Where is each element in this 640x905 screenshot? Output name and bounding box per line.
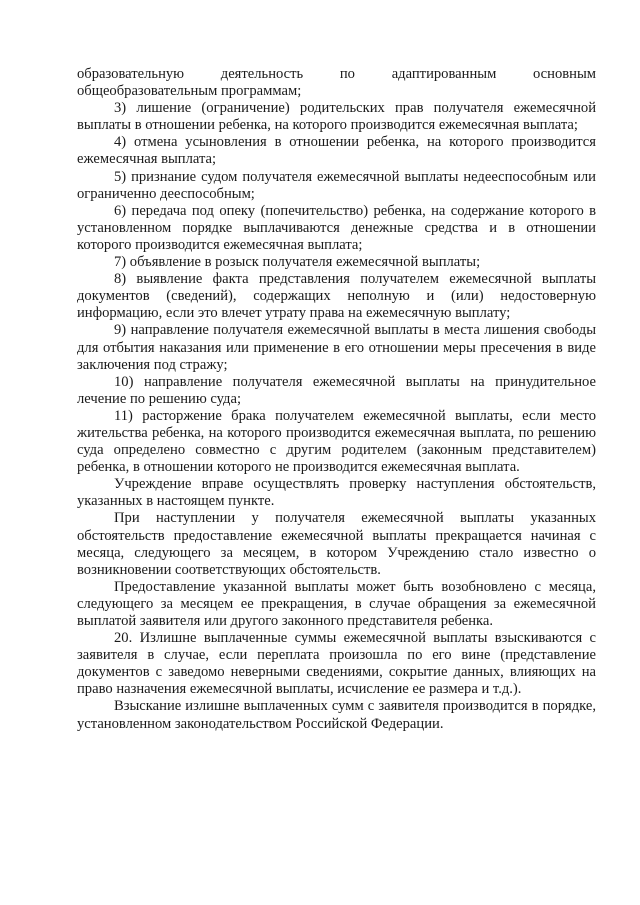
paragraph-recovery: Взыскание излишне выплаченных сумм с заявителя производится в порядке, установленном законодательством Российской Федерации. — [77, 698, 596, 732]
paragraph-item-10: 10) направление получателя ежемесячной выплаты на принудительное лечение по решению суда; — [77, 373, 596, 407]
paragraph-item-8: 8) выявление факта представления получателем ежемесячной выплаты документов (сведений), содержащих неполную и (или) недостоверную информацию, если это влечет утрату права на ежемесячную выплату; — [77, 271, 596, 322]
paragraph-verification: Учреждение вправе осуществлять проверку наступления обстоятельств, указанных в настоящем пункте. — [77, 476, 596, 510]
paragraph-resumption: Предоставление указанной выплаты может быть возобновлено с месяца, следующего за месяцем ее прекращения, в случае обращения за ежемесячной выплатой заявителя или другого законного представителя ребенка. — [77, 578, 596, 629]
paragraph-continuation: образовательную деятельность по адаптированным основным общеобразовательным программам; — [77, 66, 596, 100]
paragraph-item-9: 9) направление получателя ежемесячной выплаты в места лишения свободы для отбытия наказания или применение в его отношении меры пресечения в виде заключения под стражу; — [77, 322, 596, 373]
paragraph-termination: При наступлении у получателя ежемесячной выплаты указанных обстоятельств предоставление ежемесячной выплаты прекращается начиная с месяца, следующего за месяцем, в котором Учреждению стало известно о возникновении соответствующих обстоятельств. — [77, 510, 596, 578]
document-page — [77, 66, 596, 733]
paragraph-item-7: 7) объявление в розыск получателя ежемесячной выплаты; — [114, 254, 481, 271]
paragraph-item-11: 11) расторжение брака получателем ежемесячной выплаты, если место жительства ребенка, на которого производится ежемесячная выплата, по решению суда определено совместно с другим родителем (законным представителем) ребенка, в отношении которого не производится ежемесячная выплата. — [77, 407, 596, 476]
paragraph-item-5: 5) признание судом получателя ежемесячной выплаты недееспособным или ограниченно дееспособным; — [77, 168, 596, 202]
paragraph-item-3: 3) лишение (ограничение) родительских прав получателя ежемесячной выплаты в отношении ребенка, на которого производится ежемесячная выплата; — [77, 100, 596, 134]
paragraph-item-4: 4) отмена усыновления в отношении ребенка, на которого производится ежемесячная выплата; — [77, 134, 596, 168]
paragraph-section-20: 20. Излишне выплаченные суммы ежемесячной выплаты взыскиваются с заявителя в случае, если переплата произошла по его вине (представление документов с заведомо неверными сведениями, сокрытие данных, влияющих на право назначения ежемесячной выплаты, исчисление ее размера и т.д.). — [77, 630, 596, 698]
paragraph-item-6: 6) передача под опеку (попечительство) ребенка, на содержание которого в установленном порядке выплачиваются денежные средства и в отношении которого производится ежемесячная выплата; — [77, 202, 596, 253]
